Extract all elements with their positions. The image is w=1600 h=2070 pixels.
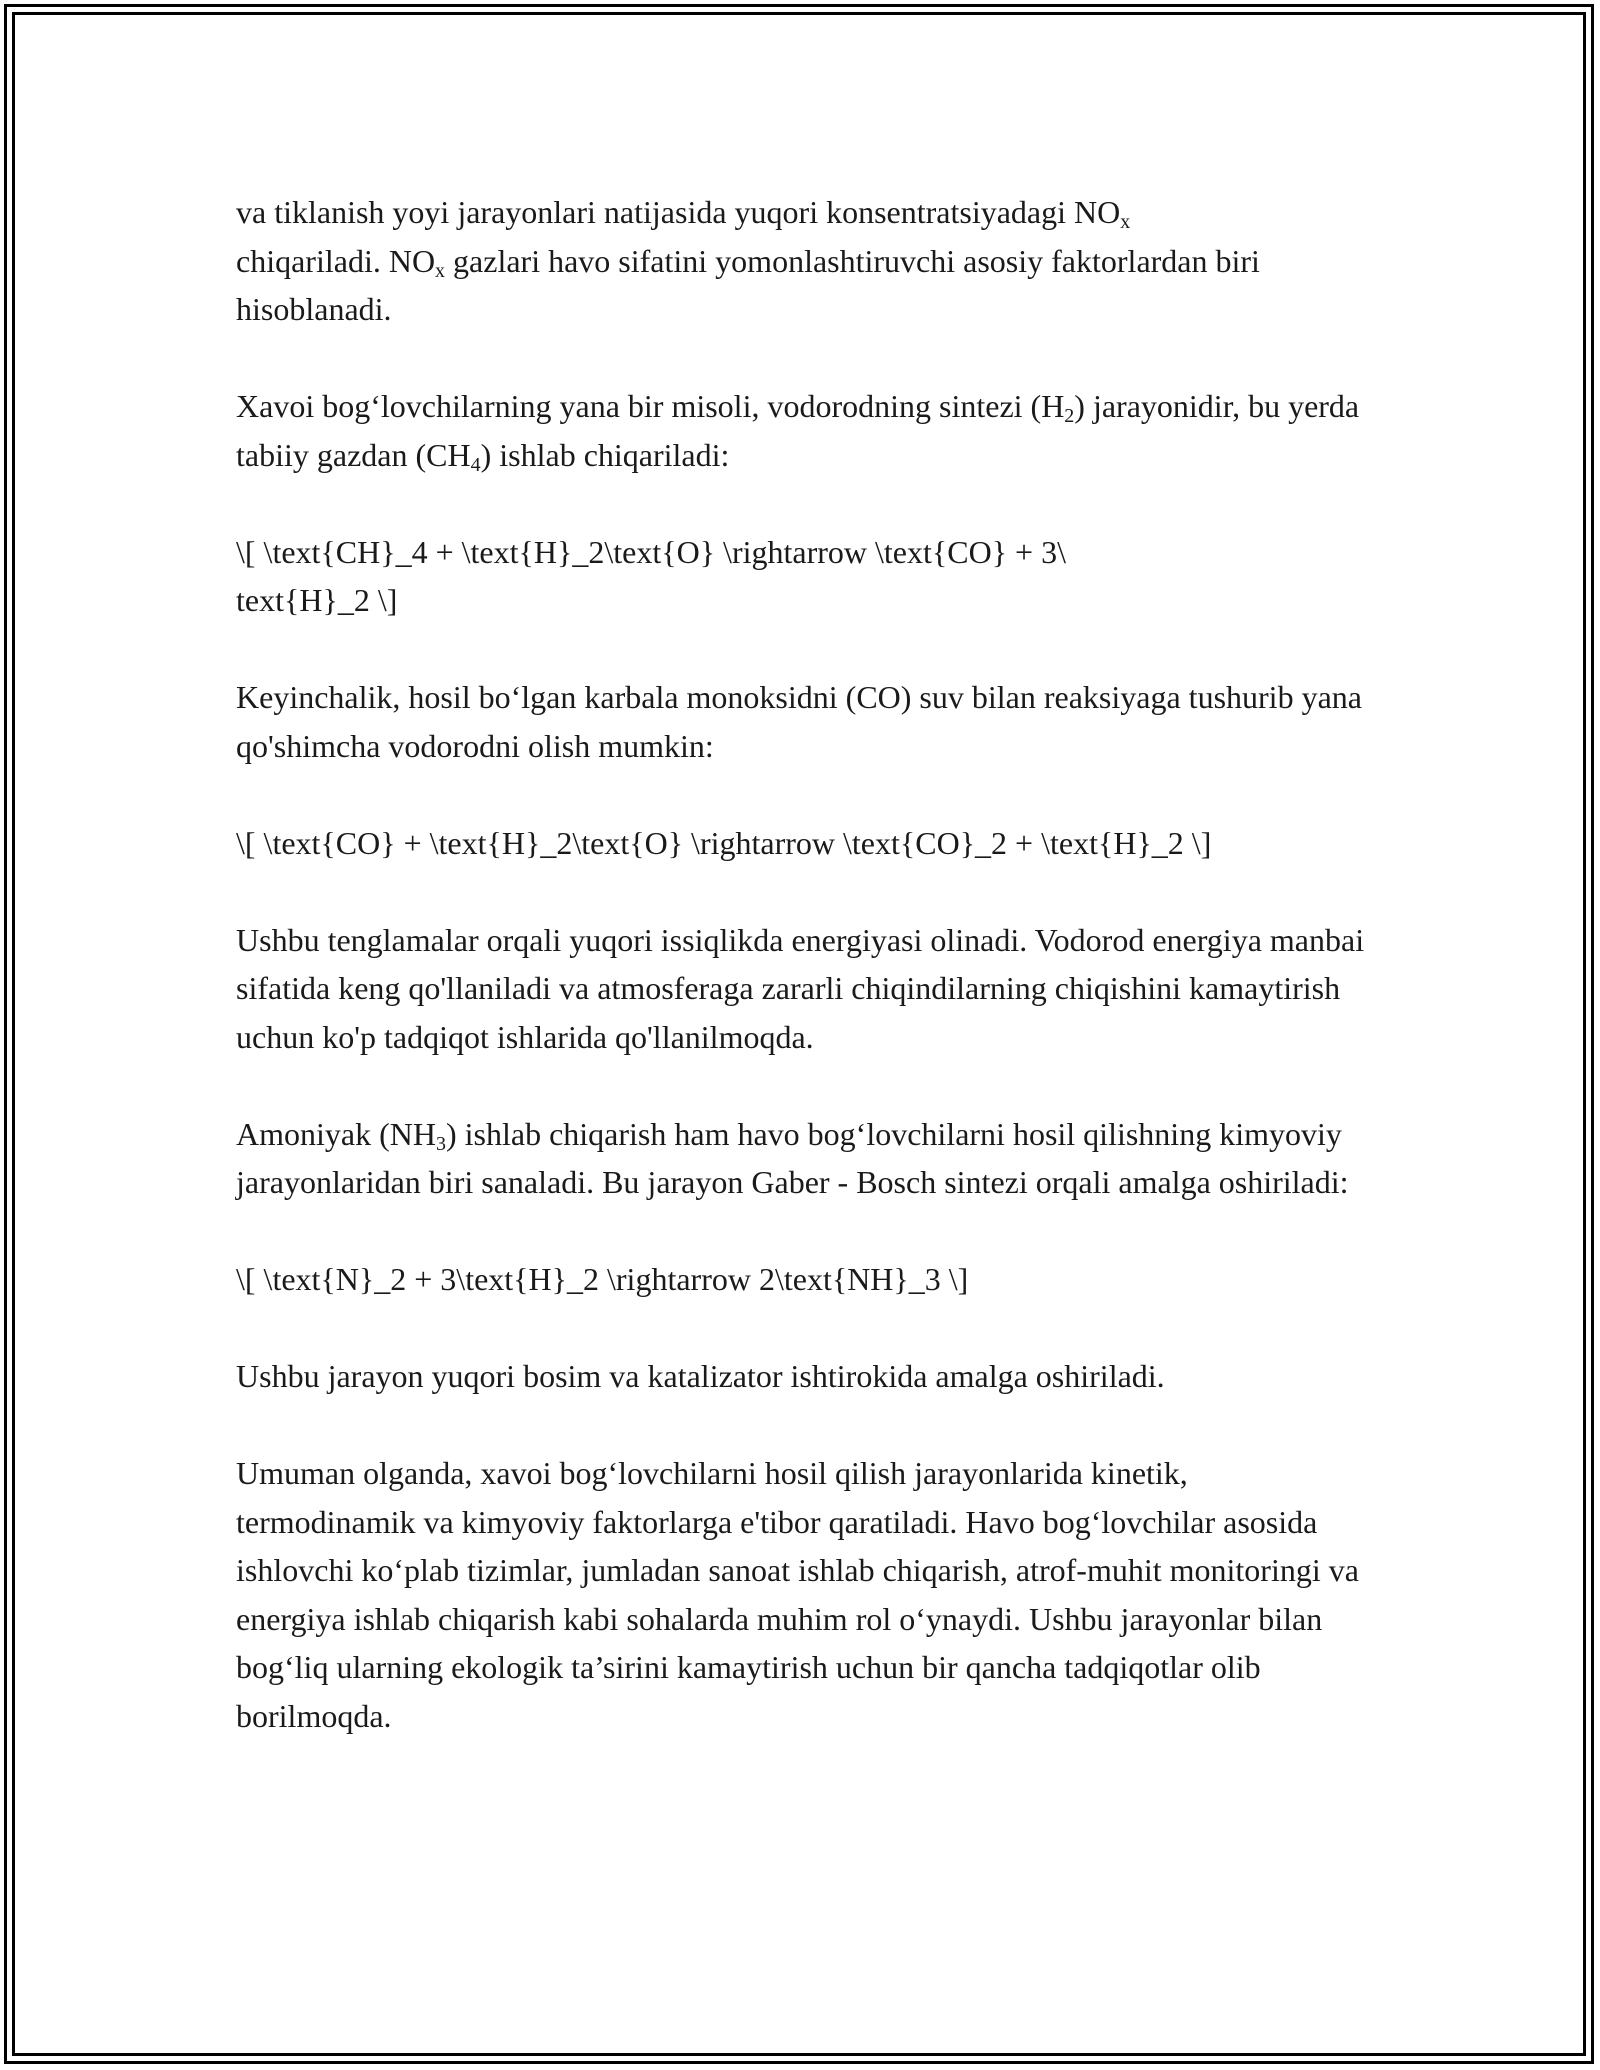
paragraph-conclusion: Umuman olganda, xavoi bog‘lovchilarni hosil qilish jarayonlarida kinetik, termodinamik va kimyoviy faktorlarga e'tibor qaratiladi. Havo bog‘lovchilar asosida ishlovchi ko‘plab tizimlar, jumladan sanoat ishlab chiqarish, atrof-muhit monitoringi va energiya ishlab chiqarish kabi sohalarda muhim rol o‘ynaydi. Ushbu jarayonlar bilan bog‘liq ularning ekologik ta’sirini kamaytirish uchun bir qancha tadqiqotlar olib borilmoqda. [236,1455,1359,1734]
document-body [236,188,1366,1789]
paragraph-ammonia: Amoniyak $(NH_3)$ ishlab chiqarish ham havo bog‘lovchilarni hosil qilishning kimyoviy jarayonlaridan biri sanaladi. Bu jarayon Gaber - Bosch sintezi orqali amalga oshiriladi: [236,1115,1349,1200]
equation-methane-reforming: \[ \text{CH}_4 + \text{H}_2\text{O} \rightarrow \text{CO} + 3\ text{H}_2 \] [236,533,1066,618]
paragraph-nox: va tiklanish yoyi jarayonlari natijasida yuqori konsentratsiyadagi $NO_x$ chiqariladi. $NO_x$ gazlari havo sifatini yomonlashtiruvchi asosiy faktorlardan biri hisoblanadi. [236,194,1260,327]
paragraph-hydrogen-energy: Ushbu tenglamalar orqali yuqori issiqlikda energiyasi olinadi. Vodorod energiya manbai sifatida keng qo'llaniladi va atmosferaga zararli chiqindilarning chiqishini kamaytirish uchun ko'p tadqiqot ishlarida qo'llanilmoqda. [236,921,1365,1055]
equation-haber-bosch: \[ \text{N}_2 + 3\text{H}_2 \rightarrow 2\text{NH}_3 \] [236,1261,969,1297]
equation-water-gas-shift: \[ \text{CO} + \text{H}_2\text{O} \rightarrow \text{CO}_2 + \text{H}_2 \] [236,824,1212,861]
paragraph-conditions: Ushbu jarayon yuqori bosim va katalizator ishtirokida amalga oshiriladi. [236,1358,1165,1394]
paragraph-carbon-monoxide: Keyinchalik, hosil bo‘lgan karbala monoksidni (CO) suv bilan reaksiyaga tushurib yana qo'shimcha vodorodni olish mumkin: [236,679,1362,764]
paragraph-hydrogen: Xavoi bog‘lovchilarning yana bir misoli, vodorodning sintezi $(H_2)$ jarayonidir, bu yerda tabiiy gazdan $(CH_4)$ ishlab chiqariladi: [236,388,1360,476]
